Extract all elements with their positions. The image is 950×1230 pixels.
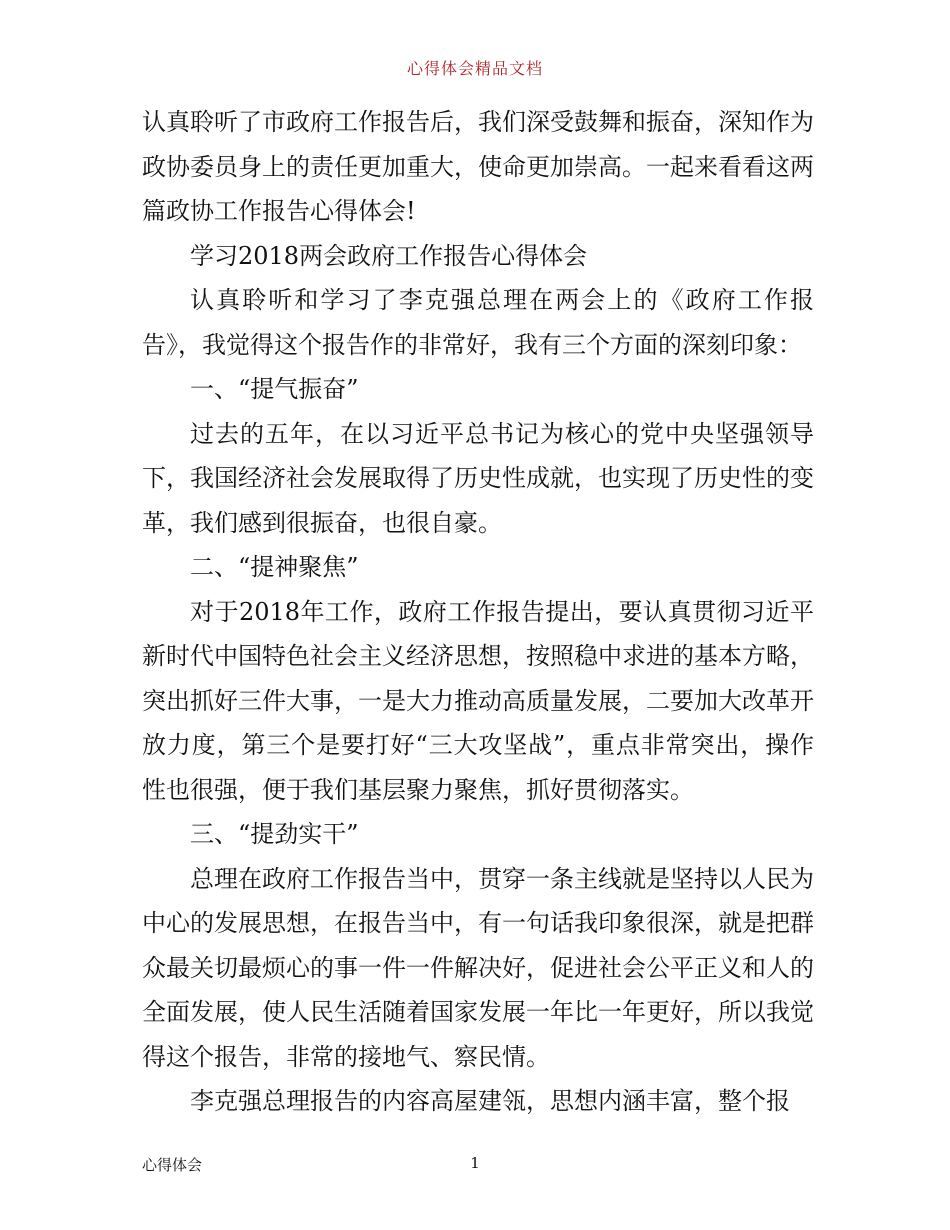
section-heading-1: 一、“提气振奋” (190, 375, 359, 403)
section-heading-3: 三、“提劲实干” (190, 820, 359, 848)
paragraph-closing: 李克强总理报告的内容高屋建瓴，思想内涵丰富，整个报 (190, 1087, 790, 1115)
footer-label: 心得体会 (142, 1156, 203, 1174)
paragraph-section-2: 对于2018年工作，政府工作报告提出，要认真贯彻习近平新时代中国特色社会主义经济思想，按照稳中求进的基本方略，突出抓好三件大事，一是大力推动高质量发展，二要加大改革开放力度，第三个是要打好“三大攻坚战”，重点非常突出，操作性也很强，便于我们基层聚力聚焦，抓好贯彻落实。 (142, 597, 814, 804)
page-number: 1 (470, 1154, 480, 1172)
paragraph-opening: 认真聆听和学习了李克强总理在两会上的《政府工作报告》，我觉得这个报告作的非常好，我有三个方面的深刻印象： (142, 286, 814, 359)
paragraph-subtitle: 学习2018两会政府工作报告心得体会 (190, 241, 588, 270)
section-heading-2: 二、“提神聚焦” (190, 553, 359, 581)
paragraph-intro: 认真聆听了市政府工作报告后，我们深受鼓舞和振奋，深知作为政协委员身上的责任更加重大，使命更加崇高。一起来看看这两篇政协工作报告心得体会! (142, 108, 814, 225)
document-body (142, 100, 814, 1124)
paragraph-section-1: 过去的五年，在以习近平总书记为核心的党中央坚强领导下，我国经济社会发展取得了历史性成就，也实现了历史性的变革，我们感到很振奋，也很自豪。 (142, 419, 814, 537)
paragraph-section-3: 总理在政府工作报告当中，贯穿一条主线就是坚持以人民为中心的发展思想，在报告当中，有一句话我印象很深，就是把群众最关切最烦心的事一件一件解决好，促进社会公平正义和人的全面发展，使人民生活随着国家发展一年比一年更好，所以我觉得这个报告，非常的接地气、察民情。 (142, 864, 814, 1071)
page-header-title: 心得体会精品文档 (406, 59, 543, 78)
